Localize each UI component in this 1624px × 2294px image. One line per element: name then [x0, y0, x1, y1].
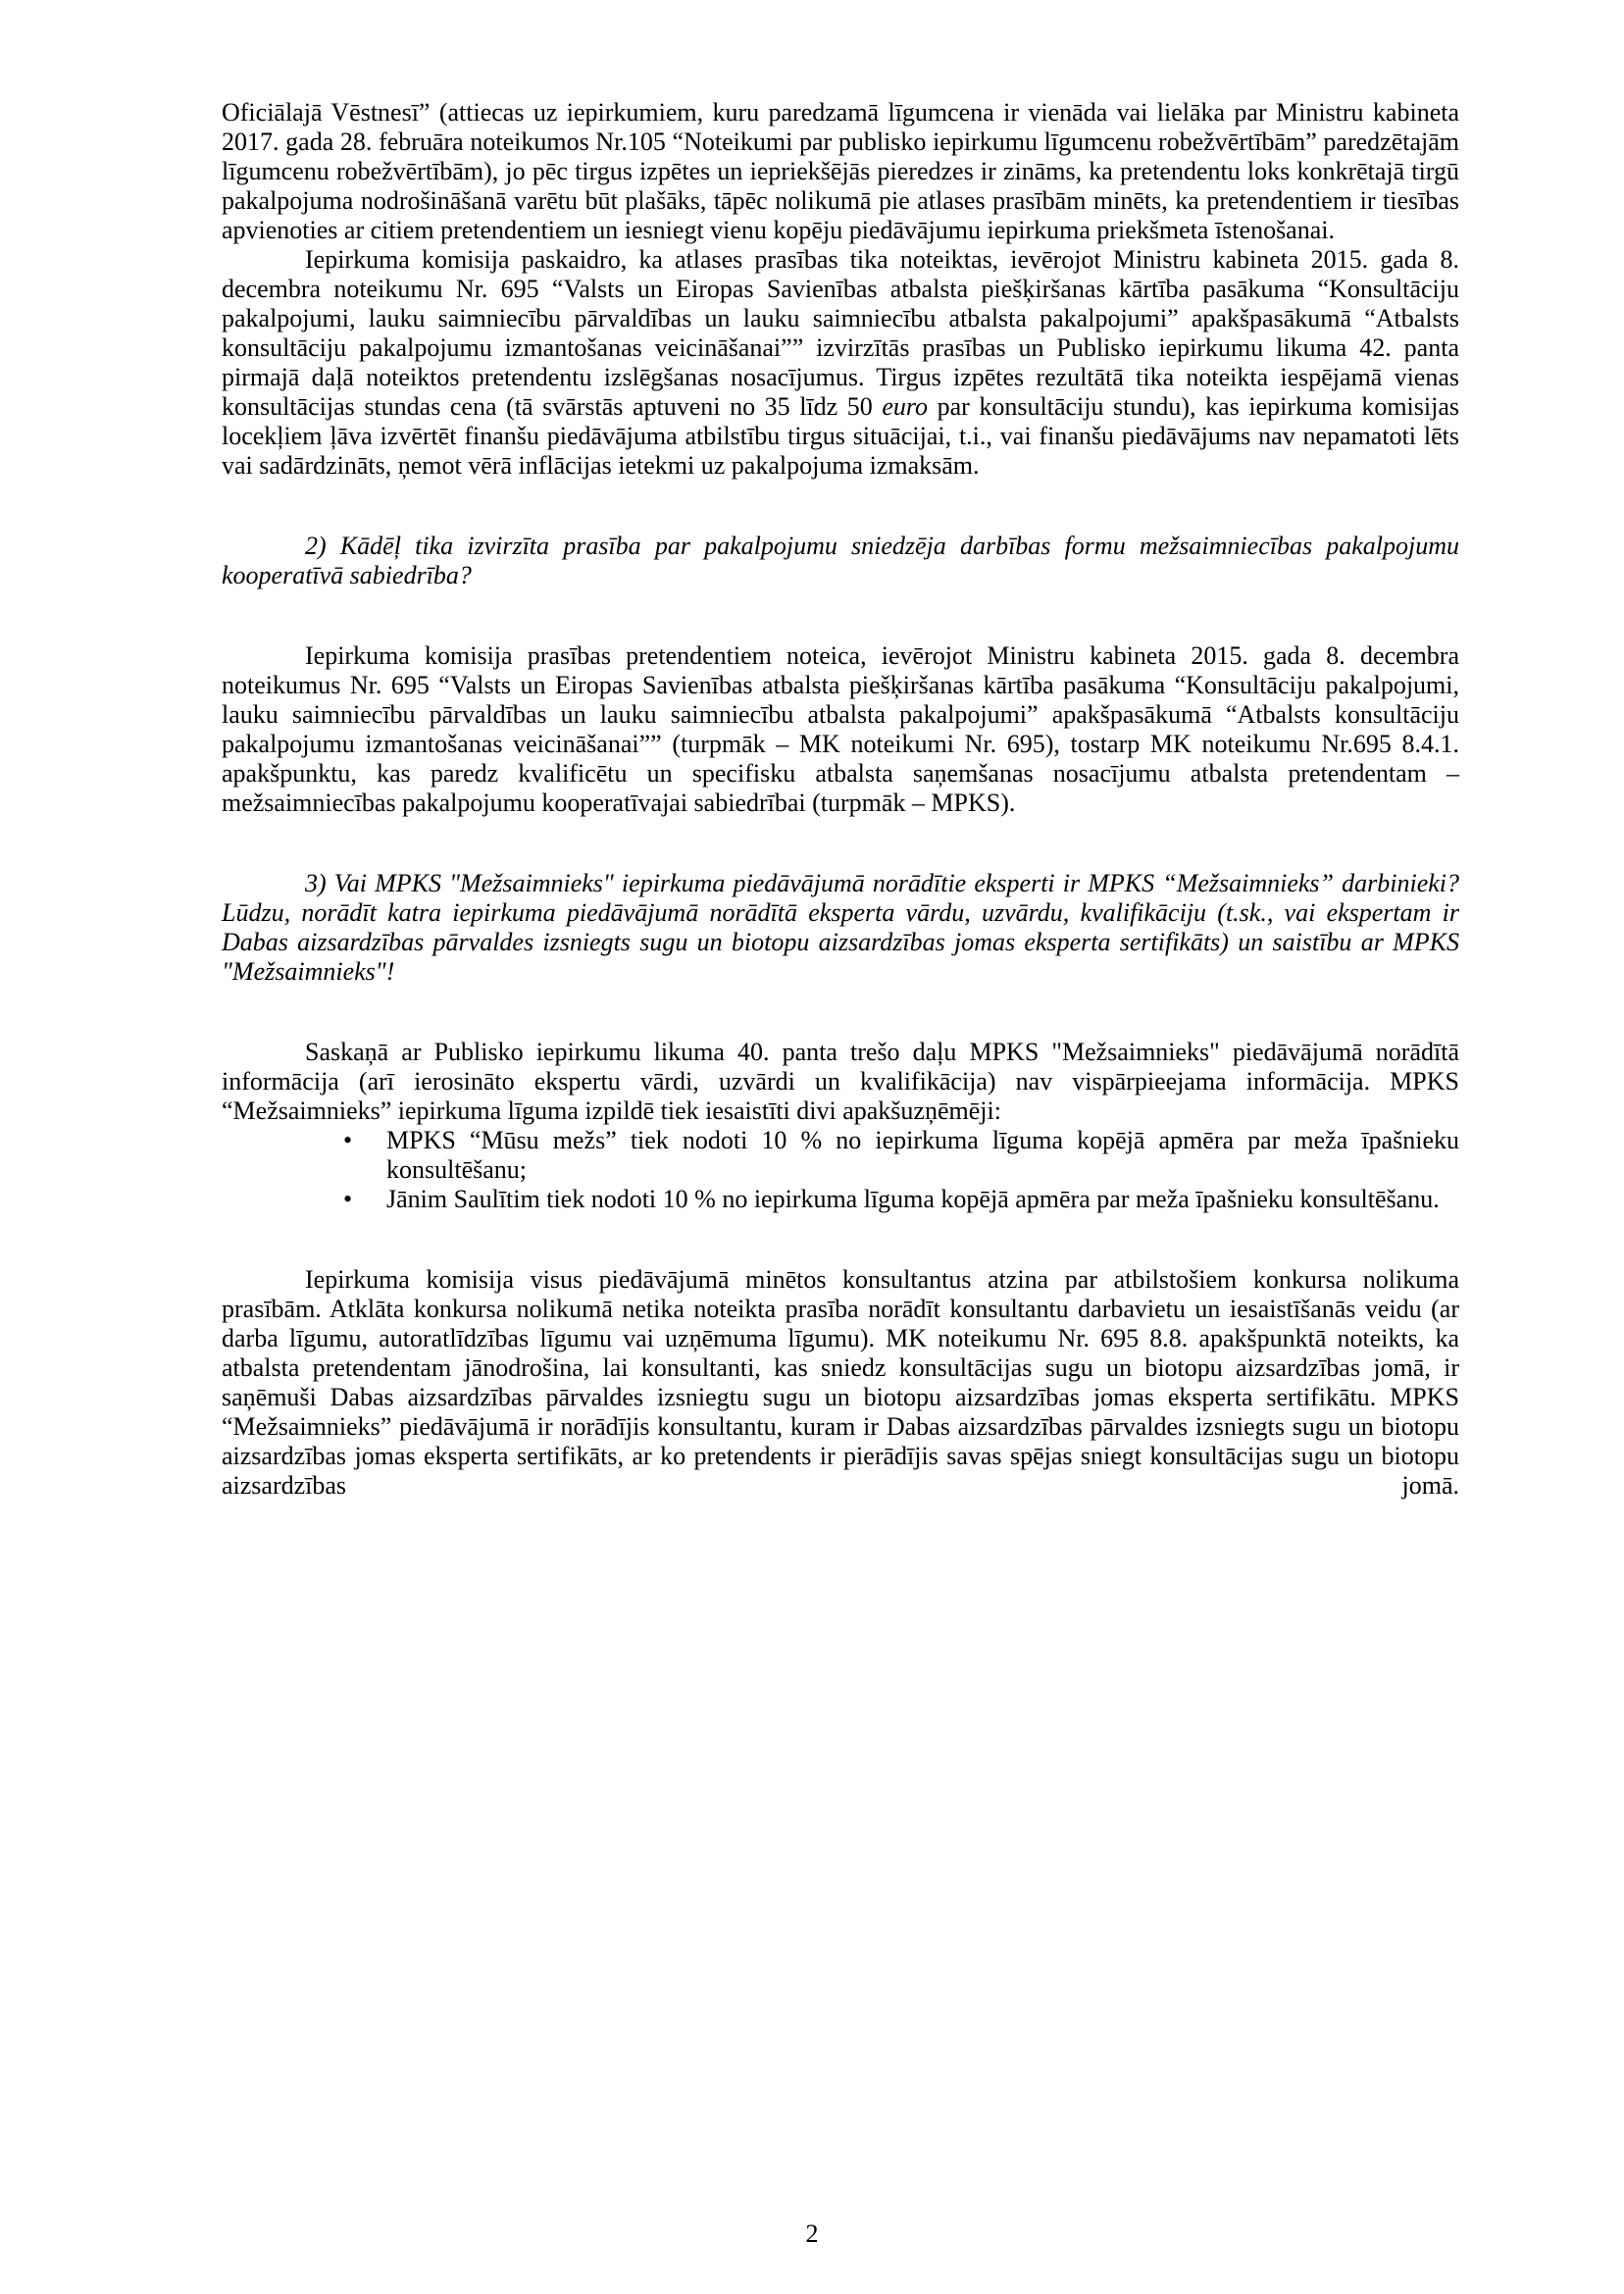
- bullet-marker-icon: •: [343, 1185, 353, 1213]
- text-run: Oficiālajā Vēstnesī” (attiecas uz iepirkumiem, kuru paredzamā līgumcena ir vienāda vai lielāka par Ministru kabineta 2017. gada 28. februāra noteikumos Nr.105 “Noteikumi par publisko iepirkumu līgumcenu robežvērtībām” paredzētajām līgumcenu robežvērtībām), jo pēc tirgus izpētes un iepriekšējās pieredzes ir zināms, ka pretendentu loks konkrētajā tirgū pakalpojuma nodrošināšanā varētu būt plašāks, tāpēc nolikumā pie atlases prasībām minēts, ka pretendentiem ir tiesības apvienoties ar citiem pretendentiem un iesniegt vienu kopēju piedāvājumu iepirkuma priekšmeta īstenošanai.: [222, 98, 1459, 244]
- document-body: [222, 98, 1459, 1501]
- body-paragraph: [222, 98, 1459, 245]
- bullet-marker-icon: •: [343, 1126, 353, 1154]
- body-paragraph: [222, 1265, 1459, 1501]
- body-paragraph: [222, 1038, 1459, 1126]
- page-number: 2: [805, 2219, 819, 2248]
- bullet-text: [386, 1185, 1440, 1213]
- question-paragraph: [222, 869, 1459, 987]
- bullet-item: [222, 1126, 1459, 1185]
- text-run: 3) Vai MPKS "Mežsaimnieks" iepirkuma piedāvājumā norādītie eksperti ir MPKS “Mežsaimnieks” darbinieki? Lūdzu, norādīt katra iepirkuma piedāvājumā norādītā eksperta vārdu, uzvārdu, kvalifikāciju (t.sk., vai ekspertam ir Dabas aizsardzības pārvaldes izsniegts sugu un biotopu aizsardzības jomas eksperta sertifikāts) un saistību ar MPKS "Mežsaimnieks"!: [222, 869, 1459, 986]
- text-run: Iepirkuma komisija prasības pretendentiem noteica, ievērojot Ministru kabineta 2015. gada 8. decembra noteikumus Nr. 695 “Valsts un Eiropas Savienības atbalsta piešķiršanas kārtība pasākuma “Konsultāciju pakalpojumi, lauku saimniecību pārvaldības un lauku saimniecību atbalsta pakalpojumi” apakšpasākumā “Atbalsts konsultāciju pakalpojumu izmantošanas veicināšanai”” (turpmāk – MK noteikumi Nr. 695), tostarp MK noteikumu Nr.695 8.4.1. apakšpunktu, kas paredz kvalificētu un specifisku atbalsta saņemšanas nosacījumu atbalsta pretendentam – mežsaimniecības pakalpojumu kooperatīvajai sabiedrībai (turpmāk – MPKS).: [222, 641, 1459, 817]
- bullet-text: [386, 1126, 1459, 1184]
- text-run: Iepirkuma komisija paskaidro, ka atlases prasības tika noteiktas, ievērojot Ministru kabineta 2015. gada 8. decembra noteikumu Nr. 695 “Valsts un Eiropas Savienības atbalsta piešķiršanas kārtība pasākuma “Konsultāciju pakalpojumi, lauku saimniecību pārvaldības un lauku saimniecību atbalsta pakalpojumi” apakšpasākumā “Atbalsts konsultāciju pakalpojumu izmantošanas veicināšanai”” izvirzītās prasības un Publisko iepirkumu likuma 42. panta pirmajā daļā noteiktos pretendentu izslēgšanas nosacījumus. Tirgus izpētes rezultātā tika noteikta iespējamā vienas konsultācijas stundas cena (tā svārstās aptuveni no 35 līdz 50: [222, 245, 1459, 421]
- text-run: 2) Kādēļ tika izvirzīta prasība par pakalpojumu sniedzēja darbības formu mežsaimniecības pakalpojumu kooperatīvā sabiedrība?: [222, 532, 1459, 589]
- text-run: Saskaņā ar Publisko iepirkumu likuma 40. panta trešo daļu MPKS "Mežsaimnieks" piedāvājumā norādītā informācija (arī ierosināto ekspertu vārdi, uzvārdi un kvalifikācija) nav vispārpieejama informācija. MPKS “Mežsaimnieks” iepirkuma līguma izpildē tiek iesaistīti divi apakšuzņēmēji:: [222, 1038, 1459, 1125]
- text-run: Jānim Saulītim tiek nodoti 10 % no iepirkuma līguma kopējā apmēra par meža īpašnieku konsultēšanu.: [386, 1185, 1440, 1213]
- question-paragraph: [222, 532, 1459, 590]
- page-footer: [0, 2219, 1624, 2249]
- bullet-item: [222, 1185, 1459, 1214]
- text-run: MPKS “Mūsu mežs” tiek nodoti 10 % no iepirkuma līguma kopējā apmēra par meža īpašnieku konsultēšanu;: [386, 1126, 1459, 1184]
- body-paragraph: [222, 245, 1459, 481]
- text-run: euro: [882, 392, 929, 421]
- text-run: par konsultāciju stundu), kas iepirkuma komisijas locekļiem ļāva izvērtēt finanšu piedāvājuma atbilstību tirgus situācijai, t.i., vai finanšu piedāvājums nav nepamatoti lēts vai sadārdzināts, ņemot vērā inflācijas ietekmi uz pakalpojuma izmaksām.: [222, 392, 1460, 480]
- body-paragraph: [222, 641, 1459, 818]
- text-run: Iepirkuma komisija visus piedāvājumā minētos konsultantus atzina par atbilstošiem konkursa nolikuma prasībām. Atklāta konkursa nolikumā netika noteikta prasība norādīt konsultantu darbavietu un iesaistīšanās veidu (ar darba līgumu, autoratlīdzības līgumu vai uzņēmuma līgumu). MK noteikumu Nr. 695 8.8. apakšpunktā noteikts, ka atbalsta pretendentam jānodrošina, lai konsultanti, kas sniedz konsultācijas sugu un biotopu aizsardzības jomā, ir saņēmuši Dabas aizsardzības pārvaldes izsniegtu sugu un biotopu aizsardzības jomas eksperta sertifikātu. MPKS “Mežsaimnieks” piedāvājumā ir norādījis konsultantu, kuram ir Dabas aizsardzības pārvaldes izsniegts sugu un biotopu aizsardzības jomas eksperta sertifikāts, ar ko pretendents ir pierādījis savas spējas sniegt konsultācijas sugu un biotopu aizsardzības jomā.: [222, 1265, 1459, 1500]
